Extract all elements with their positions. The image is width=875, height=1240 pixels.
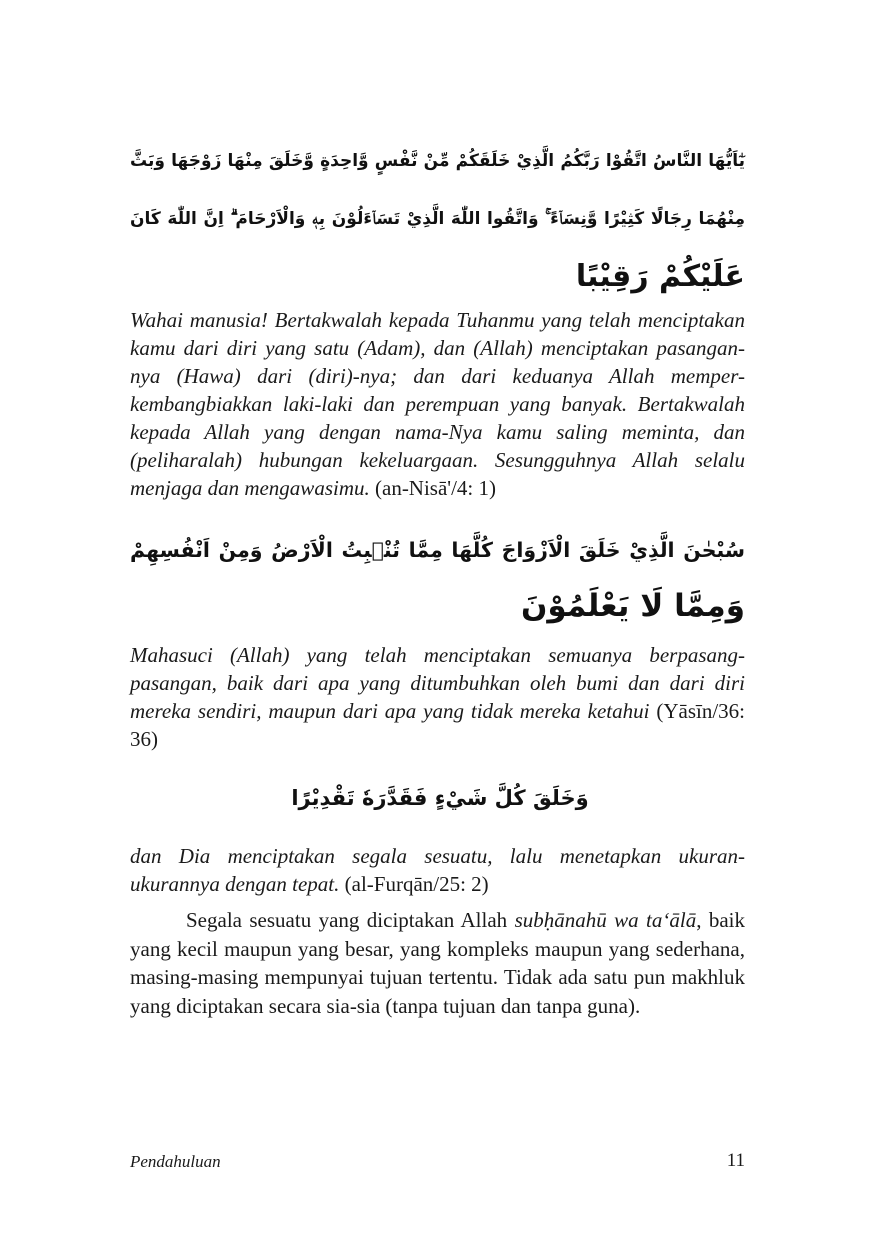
verse-1-arabic-line-2: مِنْهُمَا رِجَالًا كَثِيْرًا وَّنِسَاۤءً ۚ وَاتَّقُوا اللّٰهَ الَّذِيْ تَسَاۤءَلُوْنَ بِهٖ وَالْاَرْحَامَ ۗ اِنَّ اللّٰهَ كَانَ	[130, 209, 745, 229]
verse-2-arabic	[130, 522, 745, 634]
verse-3-arabic	[290, 770, 590, 826]
body-paragraph	[130, 906, 745, 1020]
verse-3-translation-text: dan Dia menciptakan segala sesuatu, lalu menetapkan ukuran-ukurannya dengan tepat.	[130, 844, 745, 896]
verse-2-translation	[130, 641, 745, 753]
verse-2-arabic-line-1: سُبْحٰنَ الَّذِيْ خَلَقَ الْاَزْوَاجَ كُلَّهَا مِمَّا تُنْۢبِتُ الْاَرْضُ وَمِنْ اَنْفُسِهِمْ	[130, 538, 745, 562]
verse-3-translation	[130, 842, 745, 898]
body-text-after: , baik yang kecil maupun yang besar, yang kompleks maupun yang sederhana, masing-masing mempunyai tujuan tertentu. Tidak ada satu pun makhluk yang diciptakan secara sia-sia (tanpa tujuan dan tanpa guna).	[130, 908, 746, 1018]
verse-1-arabic-line-1: يٰٓاَيُّهَا النَّاسُ اتَّقُوْا رَبَّكُمُ الَّذِيْ خَلَقَكُمْ مِّنْ نَّفْسٍ وَّاحِدَةٍ وَّخَلَقَ مِنْهَا زَوْجَهَا وَبَثَّ	[130, 151, 745, 171]
verse-1-arabic	[130, 132, 745, 306]
verse-1-translation	[130, 306, 745, 502]
verse-1-arabic-line-3: عَلَيْكُمْ رَقِيْبًا	[575, 259, 745, 294]
verse-2-arabic-line-2: وَمِمَّا لَا يَعْلَمُوْنَ	[520, 588, 745, 624]
footer-section-title: Pendahuluan	[130, 1152, 221, 1171]
verse-3-reference: (al-Furqān/25: 2)	[339, 872, 489, 896]
page-number: 11	[726, 1150, 745, 1171]
verse-1-translation-text: Wahai manusia! Bertakwalah kepada Tuhanmu yang telah menciptakan kamu dari diri yang satu (Adam), dan (Allah) menciptakan pasangan-nya (Hawa) dari (diri)-nya; dan dari keduanya Allah memper-kembangbiakkan laki-laki dan perempuan yang banyak. Bertakwalah kepada Allah yang dengan nama-Nya kamu saling meminta, dan (peliharalah) hubungan kekeluargaan. Sesungguhnya Allah selalu menjaga dan mengawasimu.	[130, 308, 745, 500]
verse-2-translation-text: Mahasuci (Allah) yang telah menciptakan semuanya berpasang-pasangan, baik dari apa yang ditumbuhkan oleh bumi dan dari diri mereka sendiri, maupun dari apa yang tidak mereka ketahui	[130, 643, 745, 723]
verse-1-reference: (an-Nisā'/4: 1)	[369, 476, 496, 500]
verse-3-arabic-line-1: وَخَلَقَ كُلَّ شَيْءٍ فَقَدَّرَهٗ تَقْدِيْرًا	[291, 786, 589, 810]
verse-2-reference: (Yāsīn/36: 36)	[130, 699, 746, 751]
body-text-before: Segala sesuatu yang diciptakan Allah	[186, 908, 515, 932]
body-text-italic: subḥānahū wa ta‘ālā	[514, 908, 697, 932]
